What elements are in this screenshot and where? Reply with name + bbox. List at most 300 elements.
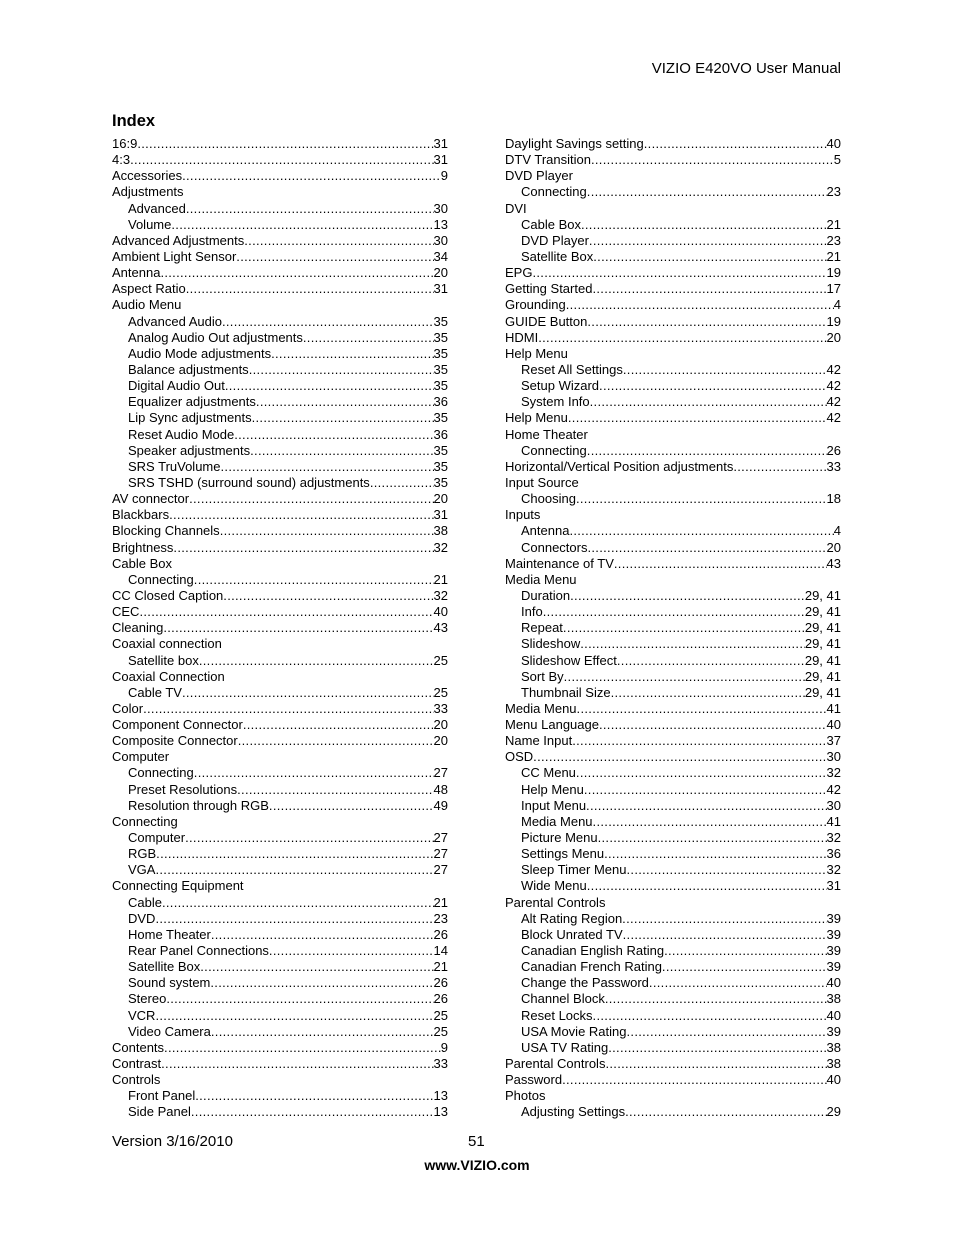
index-page-number: 21 [826,248,841,264]
index-term: Input Menu [521,797,587,813]
index-entry [112,217,448,233]
index-entry [112,394,448,410]
index-term: Speaker adjustments [128,442,251,458]
index-page-number: 21 [826,216,841,232]
dot-leader [622,911,826,927]
index-page-number: 49 [433,797,448,813]
index-page-number: 26 [826,442,841,458]
dot-leader [605,991,827,1007]
footer-url[interactable]: www.VIZIO.com [424,1157,530,1173]
index-page-number: 25 [433,1007,448,1023]
index-entry [112,975,448,991]
index-term: GUIDE Button [505,313,588,329]
dot-leader [590,394,827,410]
index-entry [112,184,448,200]
index-term: SRS TSHD (surround sound) adjustments [128,474,370,490]
index-term: Repeat [521,620,563,636]
index-page-number: 29, 41 [804,668,841,684]
index-entry [112,895,448,911]
dot-leader [562,1072,826,1088]
dot-leader [173,540,433,556]
index-term: Digital Audio Out [128,378,225,394]
index-page-number: 36 [433,426,448,442]
index-entry [505,862,841,878]
index-entry [505,846,841,862]
index-term: Slideshow [521,636,581,652]
index-entry [112,233,448,249]
index-page-number: 20 [433,733,448,749]
index-page-number: 33 [433,700,448,716]
index-page-number: 41 [826,813,841,829]
index-entry [505,556,841,572]
index-page-number: 38 [826,1056,841,1072]
index-term: Menu Language [505,717,599,733]
dot-leader [604,846,826,862]
dot-leader [569,523,833,539]
index-term: Daylight Savings setting [505,136,644,151]
index-entry [112,362,448,378]
index-term: Home Theater [128,926,211,942]
index-term: Cleaning [112,620,164,636]
dot-leader [130,152,433,168]
index-entry [112,491,448,507]
index-entry [112,588,448,604]
index-page-number: 26 [433,991,448,1007]
dot-leader [563,620,805,636]
index-page-number: 40 [826,1007,841,1023]
index-entry [112,636,448,652]
dot-leader [155,911,433,927]
index-page-number: 30 [826,797,841,813]
index-page-number: 31 [826,878,841,894]
dot-leader [533,749,826,765]
index-term: SRS TruVolume [128,458,221,474]
dot-leader [625,1104,826,1120]
dot-leader [733,459,826,475]
index-entry [112,749,448,765]
index-page-number: 33 [433,1056,448,1072]
index-entry [112,862,448,878]
index-entry [505,443,841,459]
index-term: System Info [521,394,590,410]
index-page-number: 40 [826,136,841,151]
dot-leader [189,491,433,507]
dot-leader [156,846,433,862]
index-page-number: 36 [826,846,841,862]
index-page-number: 19 [826,313,841,329]
index-page-number: 40 [826,1072,841,1088]
dot-leader [564,669,805,685]
index-entry [112,265,448,281]
index-term: Picture Menu [521,830,598,846]
index-page-number: 20 [826,329,841,345]
index-term: Reset All Settings [521,361,623,377]
dot-leader [271,346,433,362]
index-term: Composite Connector [112,733,238,749]
dot-leader [592,281,826,297]
index-entry [505,152,841,168]
footer-page-number: 51 [468,1133,485,1150]
dot-leader [587,184,827,200]
index-entry [112,669,448,685]
index-entry [112,814,448,830]
index-term: Advanced Adjustments [112,232,245,248]
dot-leader [238,733,434,749]
index-entry [505,765,841,781]
index-page-number: 35 [433,361,448,377]
dot-leader [163,620,433,636]
index-entry [112,443,448,459]
index-term: CC Menu [521,765,576,781]
index-entry [505,636,841,652]
index-term: Blocking Channels [112,523,220,539]
index-entry [505,233,841,249]
index-entry [112,378,448,394]
index-entry [505,427,841,443]
dot-leader [577,701,827,717]
index-page-number: 37 [826,733,841,749]
dot-leader [570,588,805,604]
index-entry [112,507,448,523]
index-entry [112,136,448,152]
index-page-number: 20 [433,717,448,733]
index-term: Component Connector [112,717,243,733]
dot-leader [256,394,434,410]
index-page-number: 27 [433,765,448,781]
dot-leader [164,1040,441,1056]
index-entry [505,540,841,556]
index-page-number: 4 [833,297,841,313]
index-term: Sound system [128,975,211,991]
index-page-number: 32 [826,765,841,781]
index-term: Connecting [128,571,194,587]
index-page-number: 29, 41 [804,636,841,652]
dot-leader [243,717,434,733]
index-page-number: 13 [433,1088,448,1104]
index-entry [505,620,841,636]
index-entry [112,653,448,669]
index-term: Parental Controls [505,894,606,910]
dot-leader [591,152,834,168]
index-entry [112,959,448,975]
index-page-number: 34 [433,248,448,264]
dot-leader [182,685,434,701]
dot-leader [223,588,433,604]
index-term: Parental Controls [505,1056,606,1072]
index-entry [112,297,448,313]
index-term: Media Menu [521,813,593,829]
index-term: Settings Menu [521,846,605,862]
index-entry [505,330,841,346]
index-page-number: 38 [826,991,841,1007]
dot-leader [589,233,827,249]
index-term: Help Menu [521,781,584,797]
index-term: HDMI [505,329,539,345]
index-entry [505,297,841,313]
index-entry [505,168,841,184]
dot-leader [593,249,826,265]
index-page-number: 35 [433,378,448,394]
index-page-number: 35 [433,410,448,426]
dot-leader [166,991,433,1007]
index-entry [112,846,448,862]
index-entry [505,911,841,927]
index-heading: Index [112,112,156,130]
dot-leader [195,1088,433,1104]
index-term: Aspect Ratio [112,281,186,297]
index-page-number: 25 [433,1023,448,1039]
index-term: DVI [505,200,527,216]
dot-leader [649,975,827,991]
index-term: Reset Locks [521,1007,593,1023]
index-entry [505,184,841,200]
dot-leader [143,701,433,717]
index-term: Blackbars [112,507,170,523]
index-entry [112,572,448,588]
index-entry [505,1088,841,1104]
index-term: Horizontal/Vertical Position adjustments [505,458,734,474]
index-page-number: 29 [826,1104,841,1120]
index-entry [505,943,841,959]
dot-leader [623,927,827,943]
index-entry [505,1024,841,1040]
dot-leader [662,959,827,975]
index-term: Antenna [112,265,161,281]
index-entry [112,943,448,959]
dot-leader [162,895,434,911]
index-term: Ambient Light Sensor [112,248,237,264]
dot-leader [269,943,434,959]
index-page-number: 25 [433,684,448,700]
index-entry [505,669,841,685]
index-term: Connecting [521,184,587,200]
index-term: Connecting [521,442,587,458]
index-column-right [505,136,841,1121]
index-term: Cable Box [112,555,172,571]
index-term: Color [112,700,144,716]
index-entry [505,281,841,297]
index-page-number: 41 [826,700,841,716]
dot-leader [543,604,805,620]
index-term: Advanced Audio [128,313,222,329]
index-page-number: 27 [433,862,448,878]
dot-leader [572,733,826,749]
index-entry [505,927,841,943]
index-page-number: 48 [433,781,448,797]
index-page-number: 29, 41 [804,604,841,620]
index-page-number: 29, 41 [804,587,841,603]
index-page-number: 35 [433,458,448,474]
dot-leader [587,443,827,459]
index-page-number: 23 [826,232,841,248]
index-entry [505,798,841,814]
index-term: 16:9 [112,136,138,151]
index-term: DVD Player [521,232,589,248]
dot-leader [593,814,827,830]
index-term: CEC [112,604,140,620]
index-entry [112,314,448,330]
dot-leader [186,281,434,297]
index-entry [505,733,841,749]
dot-leader [200,959,433,975]
index-entry [112,281,448,297]
dot-leader [644,136,827,152]
index-term: 4:3 [112,152,131,168]
dot-leader [211,1024,434,1040]
index-entry [112,1072,448,1088]
index-page-number: 35 [433,345,448,361]
index-page-number: 14 [433,943,448,959]
dot-leader [137,136,433,152]
index-entry [112,410,448,426]
index-entry [505,346,841,362]
index-term: Connecting Equipment [112,878,244,894]
index-term: Adjusting Settings [521,1104,626,1120]
dot-leader [584,782,827,798]
dot-leader [627,862,827,878]
index-term: Reset Audio Mode [128,426,235,442]
dot-leader [605,1056,826,1072]
index-entry [505,701,841,717]
index-entry [112,475,448,491]
index-page-number: 30 [433,232,448,248]
index-entry [112,459,448,475]
index-page-number: 32 [433,539,448,555]
index-page-number: 32 [826,830,841,846]
dot-leader [222,314,434,330]
dot-leader [199,653,434,669]
index-term: Preset Resolutions [128,781,238,797]
index-entry [112,620,448,636]
index-term: Contents [112,1039,165,1055]
index-page-number: 43 [433,620,448,636]
index-term: Side Panel [128,1104,191,1120]
dot-leader [538,330,826,346]
index-entry [112,878,448,894]
index-term: Adjustments [112,184,184,200]
index-page-number: 38 [433,523,448,539]
index-page-number: 39 [826,1023,841,1039]
index-term: Audio Menu [112,297,182,313]
index-term: OSD [505,749,534,765]
dot-leader [580,636,805,652]
index-entry [505,959,841,975]
index-entry [112,927,448,943]
index-entry [505,491,841,507]
index-entry [505,201,841,217]
dot-leader [627,1024,827,1040]
index-term: Satellite Box [128,959,201,975]
dot-leader [303,330,434,346]
index-page-number: 32 [433,587,448,603]
index-entry [505,217,841,233]
index-term: Block Unrated TV [521,926,623,942]
index-term: Audio Mode adjustments [128,345,272,361]
index-page-number: 40 [826,975,841,991]
dot-leader [576,491,827,507]
index-term: CC Closed Caption [112,587,224,603]
index-term: Media Menu [505,571,577,587]
index-page-number: 20 [433,491,448,507]
index-entry [505,1008,841,1024]
index-page-number: 31 [433,152,448,168]
index-term: Maintenance of TV [505,555,614,571]
index-entry [112,523,448,539]
index-entry [505,1104,841,1120]
index-page-number: 5 [833,152,841,168]
index-term: Connectors [521,539,588,555]
index-term: Cable Box [521,216,581,232]
index-entry [505,685,841,701]
index-entry [505,975,841,991]
index-entry [112,427,448,443]
index-entry [505,459,841,475]
index-page-number: 19 [826,265,841,281]
index-term: Grounding [505,297,566,313]
index-term: Balance adjustments [128,361,249,377]
index-page-number: 13 [433,216,448,232]
index-entry [112,701,448,717]
index-entry [505,507,841,523]
index-entry [505,1040,841,1056]
dot-leader [664,943,826,959]
index-entry [112,830,448,846]
index-term: Canadian English Rating [521,943,665,959]
dot-leader [139,604,433,620]
index-term: Sort By [521,668,564,684]
index-page-number: 35 [433,329,448,345]
dot-leader [623,362,827,378]
index-entry [112,1088,448,1104]
index-term: Help Menu [505,410,568,426]
dot-leader [155,862,433,878]
index-term: USA Movie Rating [521,1023,627,1039]
dot-leader [185,830,433,846]
index-term: Wide Menu [521,878,587,894]
dot-leader [608,1040,826,1056]
dot-leader [160,265,433,281]
dot-leader [236,249,433,265]
dot-leader [194,572,434,588]
dot-leader [194,765,434,781]
index-term: DVD [128,910,156,926]
index-term: Inputs [505,507,541,523]
index-page-number: 9 [440,1039,448,1055]
index-entry [505,749,841,765]
index-page-number: 42 [826,361,841,377]
index-entry [112,152,448,168]
index-term: Slideshow Effect [521,652,617,668]
index-term: Info [521,604,543,620]
index-entry [112,1104,448,1120]
index-entry [505,653,841,669]
index-entry [505,314,841,330]
index-page-number: 23 [826,184,841,200]
index-entry [112,249,448,265]
dot-leader [269,798,434,814]
index-page-number: 31 [433,507,448,523]
index-entry [112,782,448,798]
index-page-number: 42 [826,378,841,394]
index-page-number: 40 [433,604,448,620]
index-entry [112,604,448,620]
index-term: Front Panel [128,1088,196,1104]
index-term: Home Theater [505,426,588,442]
index-page-number: 21 [433,571,448,587]
index-term: DTV Transition [505,152,591,168]
index-term: Thumbnail Size [521,684,611,700]
dot-leader [532,265,826,281]
